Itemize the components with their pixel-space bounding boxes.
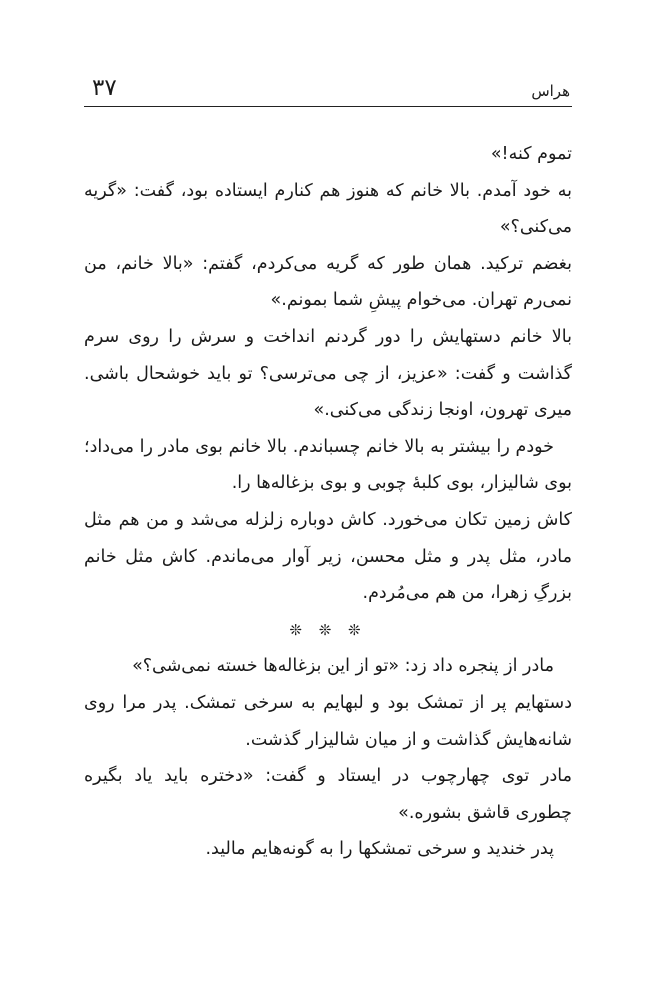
paragraph: بالا خانم دستهایش را دور گردنم انداخت و سرش را روی سرم گذاشت و گفت: «عزیز، از چی می‌ترسی؟ تو باید خوشحال باشی. میری تهرون، اونجا زندگی می‌کنی.» [84,326,572,421]
paragraph: بغضم ترکید. همان طور که گریه می‌کردم، گفتم: «بالا خانم، من نمی‌رم تهران. می‌خوام پیشِ شما بمونم.» [84,253,572,311]
paragraph: مادر توی چهارچوب در ایستاد و گفت: «دختره باید یاد بگیره چطوری قاشق بشوره.» [84,766,572,823]
paragraph: پدر خندید و سرخی تمشکها را به گونه‌هایم مالید. [205,839,554,860]
page-number: ۳۷ [92,75,117,101]
page-header [84,75,572,107]
paragraph: تموم کنه!» [490,144,572,164]
paragraph: خودم را بیشتر به بالا خانم چسباندم. بالا خانم بوی مادر را می‌داد؛ بوی شالیزار، بوی کلبهٔ چوبی و بوی بزغاله‌ها را. [84,436,572,494]
paragraph: دستهایم پر از تمشک بود و لبهایم به سرخی تمشک. پدر مرا روی شانه‌هایش گذاشت و از میان شالیزار گذشت. [84,692,572,750]
section-separator: ❊ ❊ ❊ [289,620,367,639]
running-title: هراس [531,82,570,100]
paragraph: مادر از پنجره داد زد: «تو از این بزغاله‌ها خسته نمی‌شی؟» [132,656,554,677]
body-text [84,136,572,868]
paragraph: به خود آمدم. بالا خانم که هنوز هم کنارم ایستاده بود، گفت: «گریه می‌کنی؟» [84,180,572,238]
paragraph: کاش زمین تکان می‌خورد. کاش دوباره زلزله می‌شد و من هم مثل مادر، مثل پدر و مثل محسن، زیر آوار می‌ماندم. کاش مثل خانم بزرگِ زهرا، من هم می‌مُردم. [84,509,572,604]
